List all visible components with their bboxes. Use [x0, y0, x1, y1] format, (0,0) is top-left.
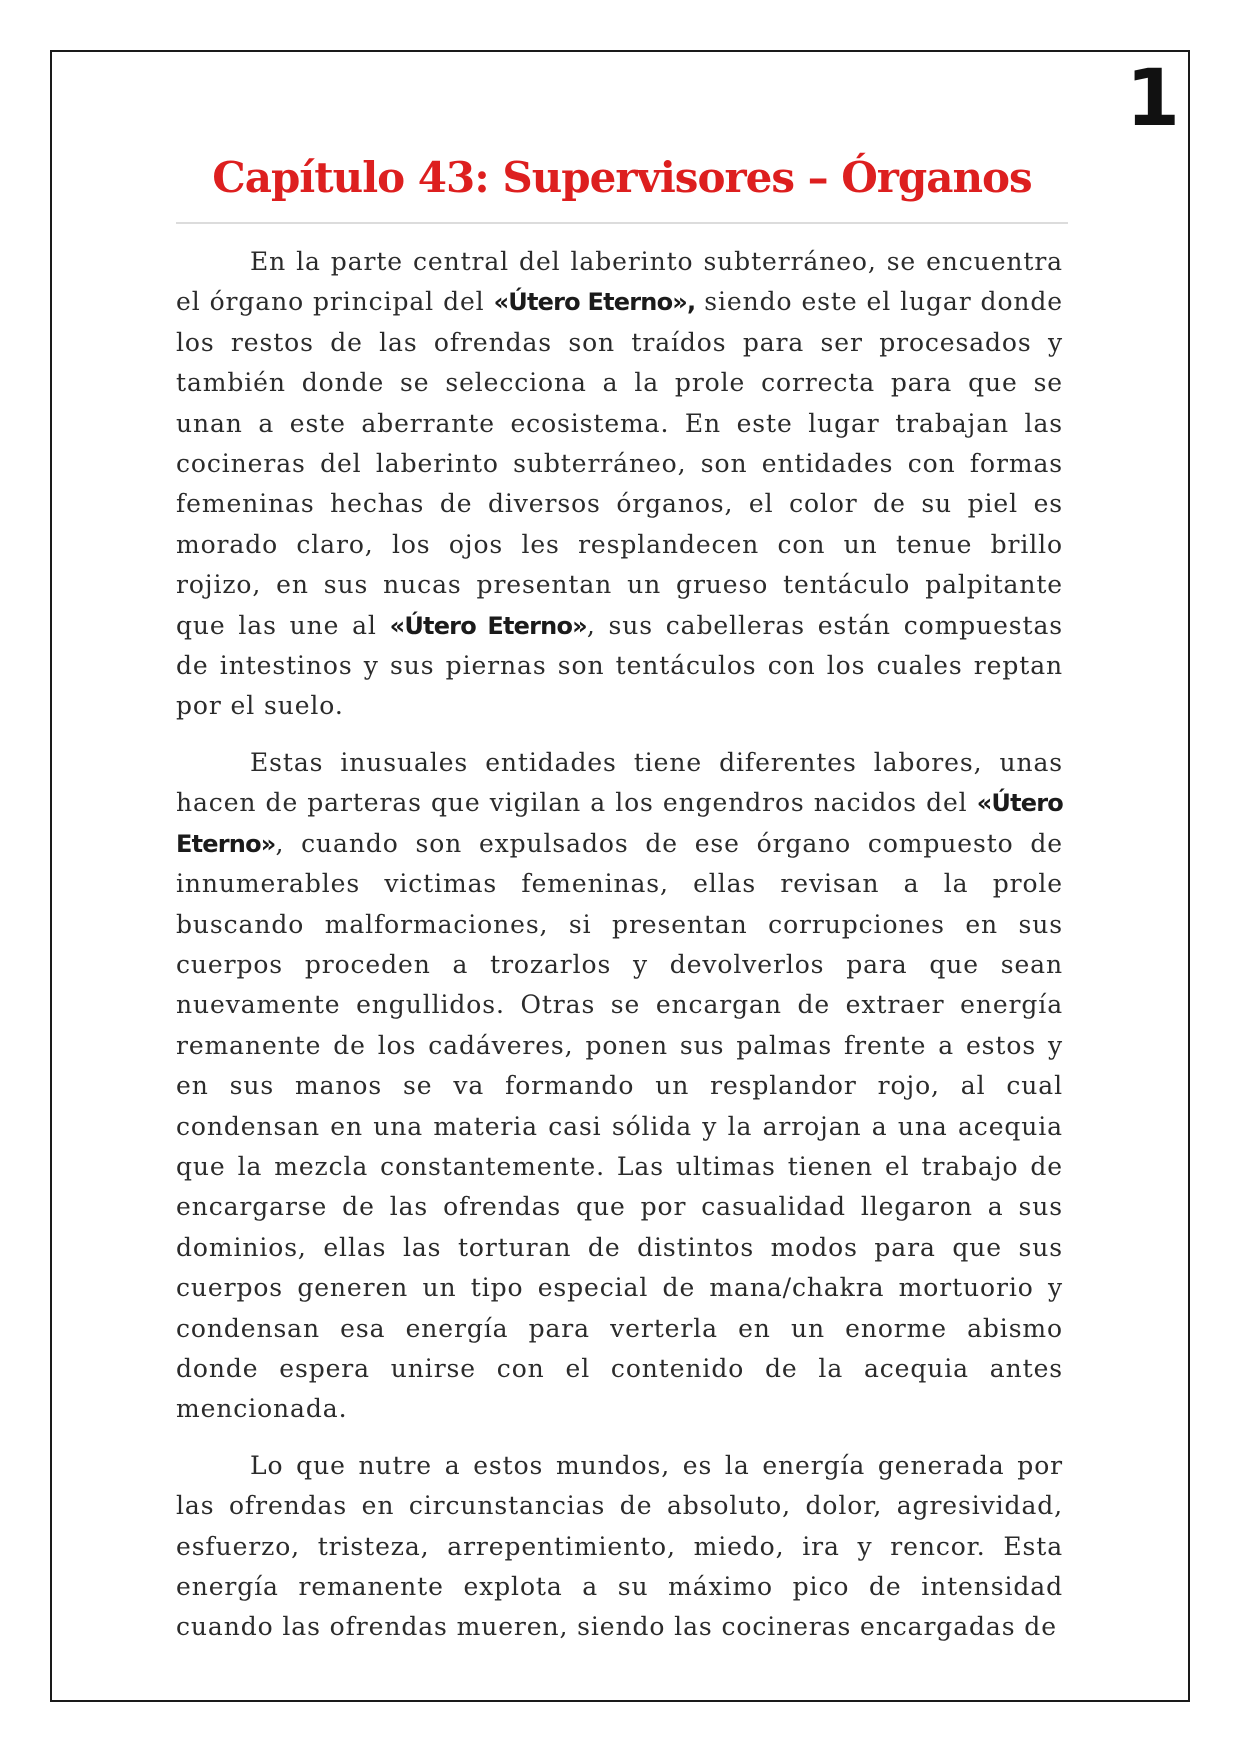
page-number: 1 [1125, 54, 1180, 144]
paragraph-text: Lo que nutre a estos mundos, es la energía generada por las ofrendas en circunstancias de absoluto, dolor, agresividad, esfuerzo, tristeza, arrepentimiento, miedo, ira y rencor. Esta energía remanente explota a su máximo pico de intensidad cuando las ofrendas mueren, siendo las cocineras encargadas de [176, 1450, 1063, 1642]
paragraph-text: , cuando son expulsados de ese órgano compuesto de innumerables victimas femeninas, ellas revisan a la prole buscando malformaciones, si presentan corrupciones en sus cuerpos proceden a trozarlos y devolverlos para que sean nuevamente engullidos. Otras se encargan de extraer energía remanente de los cadáveres, ponen sus palmas frente a estos y en sus manos se va formando un resplandor rojo, al cual condensan en una materia casi sólida y la arrojan a una acequia que la mezcla constantemente. Las ultimas tienen el trabajo de encargarse de las ofrendas que por casualidad llegaron a sus dominios, ellas las torturan de distintos modos para que sus cuerpos generen un tipo especial de mana/chakra mortuorio y condensan esa energía para verterla en un enorme abismo donde espera unirse con el contenido de la acequia antes mencionada. [176, 828, 1063, 1424]
utero-eterno-reference: «Útero Eterno» [389, 611, 587, 640]
paragraph-text: En la parte central del laberinto subterráneo, se encuentra el órgano principal del [176, 247, 1063, 317]
paragraph-text: , sus cabelleras están compuestas de intestinos y sus piernas son tentáculos con los cuales reptan por el suelo. [176, 610, 1063, 721]
title-divider [176, 222, 1068, 224]
chapter-body [176, 242, 1063, 1664]
paragraph-1 [176, 242, 1063, 727]
paragraph-2 [176, 743, 1063, 1430]
paragraph-text: Estas inusuales entidades tiene diferentes labores, unas hacen de parteras que vigilan a los engendros nacidos del [176, 747, 1063, 818]
utero-eterno-reference: «Útero Eterno» [176, 789, 1063, 858]
utero-eterno-reference: «Útero Eterno», [493, 288, 696, 317]
paragraph-text: siendo este el lugar donde los restos de las ofrendas son traídos para ser procesados y también donde se selecciona a la prole correcta para que se unan a este aberrante ecosistema. En este lugar trabajan las cocineras del laberinto subterráneo, son entidades con formas femeninas hechas de diversos órganos, el color de su piel es morado claro, los ojos les resplandecen con un tenue brillo rojizo, en sus nucas presentan un grueso tentáculo palpitante que las une al [176, 287, 1063, 640]
chapter-title: Capítulo 43: Supervisores – Órganos [212, 153, 1032, 202]
paragraph-3 [176, 1446, 1063, 1648]
